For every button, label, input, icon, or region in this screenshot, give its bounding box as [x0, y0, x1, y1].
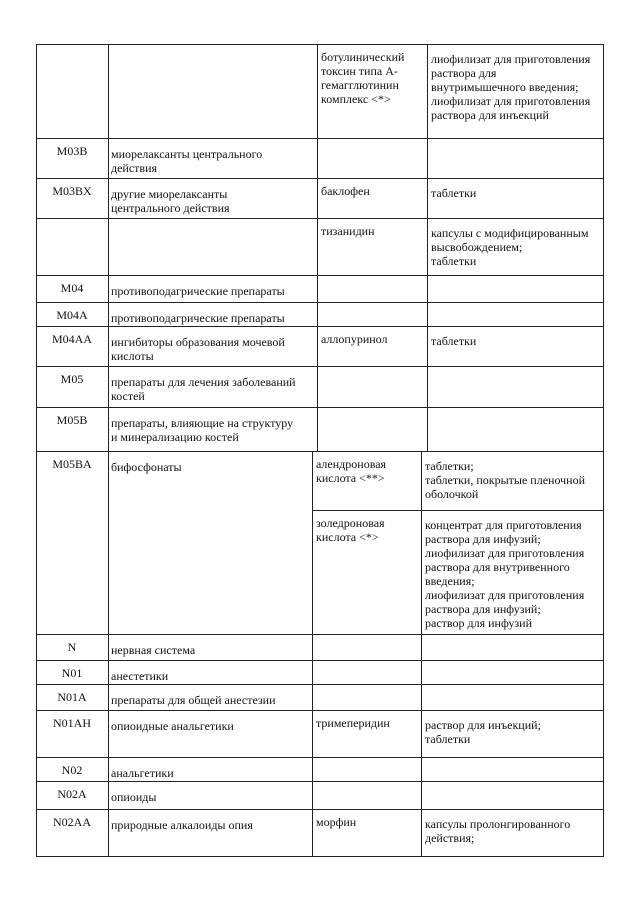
atc-code: N02AA [53, 815, 91, 829]
group-name: препараты для лечения заболеваний костей [111, 375, 296, 403]
column-divider [317, 44, 318, 451]
group-name: опиоиды [111, 790, 157, 804]
group-name: другие миорелаксанты центрального действия [111, 187, 230, 215]
group-name: анестетики [111, 669, 169, 683]
row-divider [36, 218, 603, 219]
drug-name: ботулинический токсин типа А- гемагглютинин комплекс <*> [321, 50, 405, 106]
dosage-form: капсулы с модифицированным высвобождением; таблетки [431, 226, 589, 268]
atc-code: M05BA [52, 457, 92, 471]
group-name: бифосфонаты [111, 460, 182, 474]
atc-code: M04 [60, 281, 84, 295]
atc-code: M03BX [52, 184, 92, 198]
drug-name: баклофен [321, 184, 370, 198]
row-divider [36, 138, 603, 139]
group-name: природные алкалоиды опия [111, 818, 253, 832]
dosage-form: таблетки [431, 186, 477, 200]
drug-name: тизанидин [321, 224, 375, 238]
dosage-form: раствор для инъекций; таблетки [425, 718, 541, 746]
row-divider [36, 326, 603, 327]
row-divider [36, 710, 603, 711]
group-name: анальгетики [111, 766, 174, 780]
group-name: противоподагрические препараты [111, 284, 285, 298]
table-border-top [36, 44, 604, 45]
row-divider [36, 302, 603, 303]
table-border-right [603, 44, 604, 857]
group-name: препараты для общей анестезии [111, 693, 276, 707]
atc-code: N01AH [53, 716, 91, 730]
atc-code: N02A [57, 787, 87, 801]
row-divider [36, 178, 603, 179]
group-name: нервная система [111, 643, 196, 657]
row-divider [312, 510, 603, 511]
row-divider [36, 451, 603, 452]
row-divider [36, 407, 603, 408]
column-divider [427, 44, 428, 451]
atc-code: M04A [56, 308, 88, 322]
row-divider [36, 366, 603, 367]
column-divider [108, 44, 109, 856]
dosage-form: таблетки; таблетки, покрытые пленочной оболочкой [425, 459, 586, 501]
dosage-form: капсулы пролонгированного действия; [425, 817, 571, 845]
group-name: ингибиторы образования мочевой кислоты [111, 335, 285, 363]
group-name: противоподагрические препараты [111, 311, 285, 325]
row-divider [36, 634, 603, 635]
atc-code: M05 [60, 372, 84, 386]
atc-code: N01 [61, 666, 83, 680]
row-divider [36, 275, 603, 276]
medication-table [36, 44, 603, 856]
drug-name: золедроновая кислота <*> [316, 516, 385, 544]
drug-name: тримеперидин [316, 716, 390, 730]
drug-name: алендроновая кислота <**> [316, 457, 387, 485]
atc-code: N [67, 640, 77, 654]
row-divider [36, 781, 603, 782]
atc-code: M04AA [51, 332, 92, 346]
row-divider [36, 809, 603, 810]
dosage-form: концентрат для приготовления раствора для инфузий; лиофилизат для приготовления раствора для внутривенного введения; лиофилизат для приготовления раствора для инфузий; раствор для инфузий [425, 518, 585, 630]
dosage-form: таблетки [431, 334, 477, 348]
group-name: миорелаксанты центрального действия [111, 147, 263, 175]
column-divider [421, 451, 422, 856]
row-divider [36, 660, 603, 661]
atc-code: N01A [57, 690, 87, 704]
dosage-form: лиофилизат для приготовления раствора для внутримышечного введения; лиофилизат для приготовления раствора для инъекций [431, 52, 591, 122]
row-divider [36, 684, 603, 685]
table-border-bottom [36, 856, 604, 857]
drug-name: аллопуринол [321, 332, 388, 346]
atc-code: M05B [56, 413, 88, 427]
row-divider [36, 757, 603, 758]
drug-name: морфин [316, 815, 357, 829]
atc-code: M03B [56, 144, 88, 158]
group-name: препараты, влияющие на структуру и минерализацию костей [111, 416, 294, 444]
atc-code: N02 [61, 763, 83, 777]
column-divider [312, 451, 313, 856]
group-name: опиоидные анальгетики [111, 719, 234, 733]
